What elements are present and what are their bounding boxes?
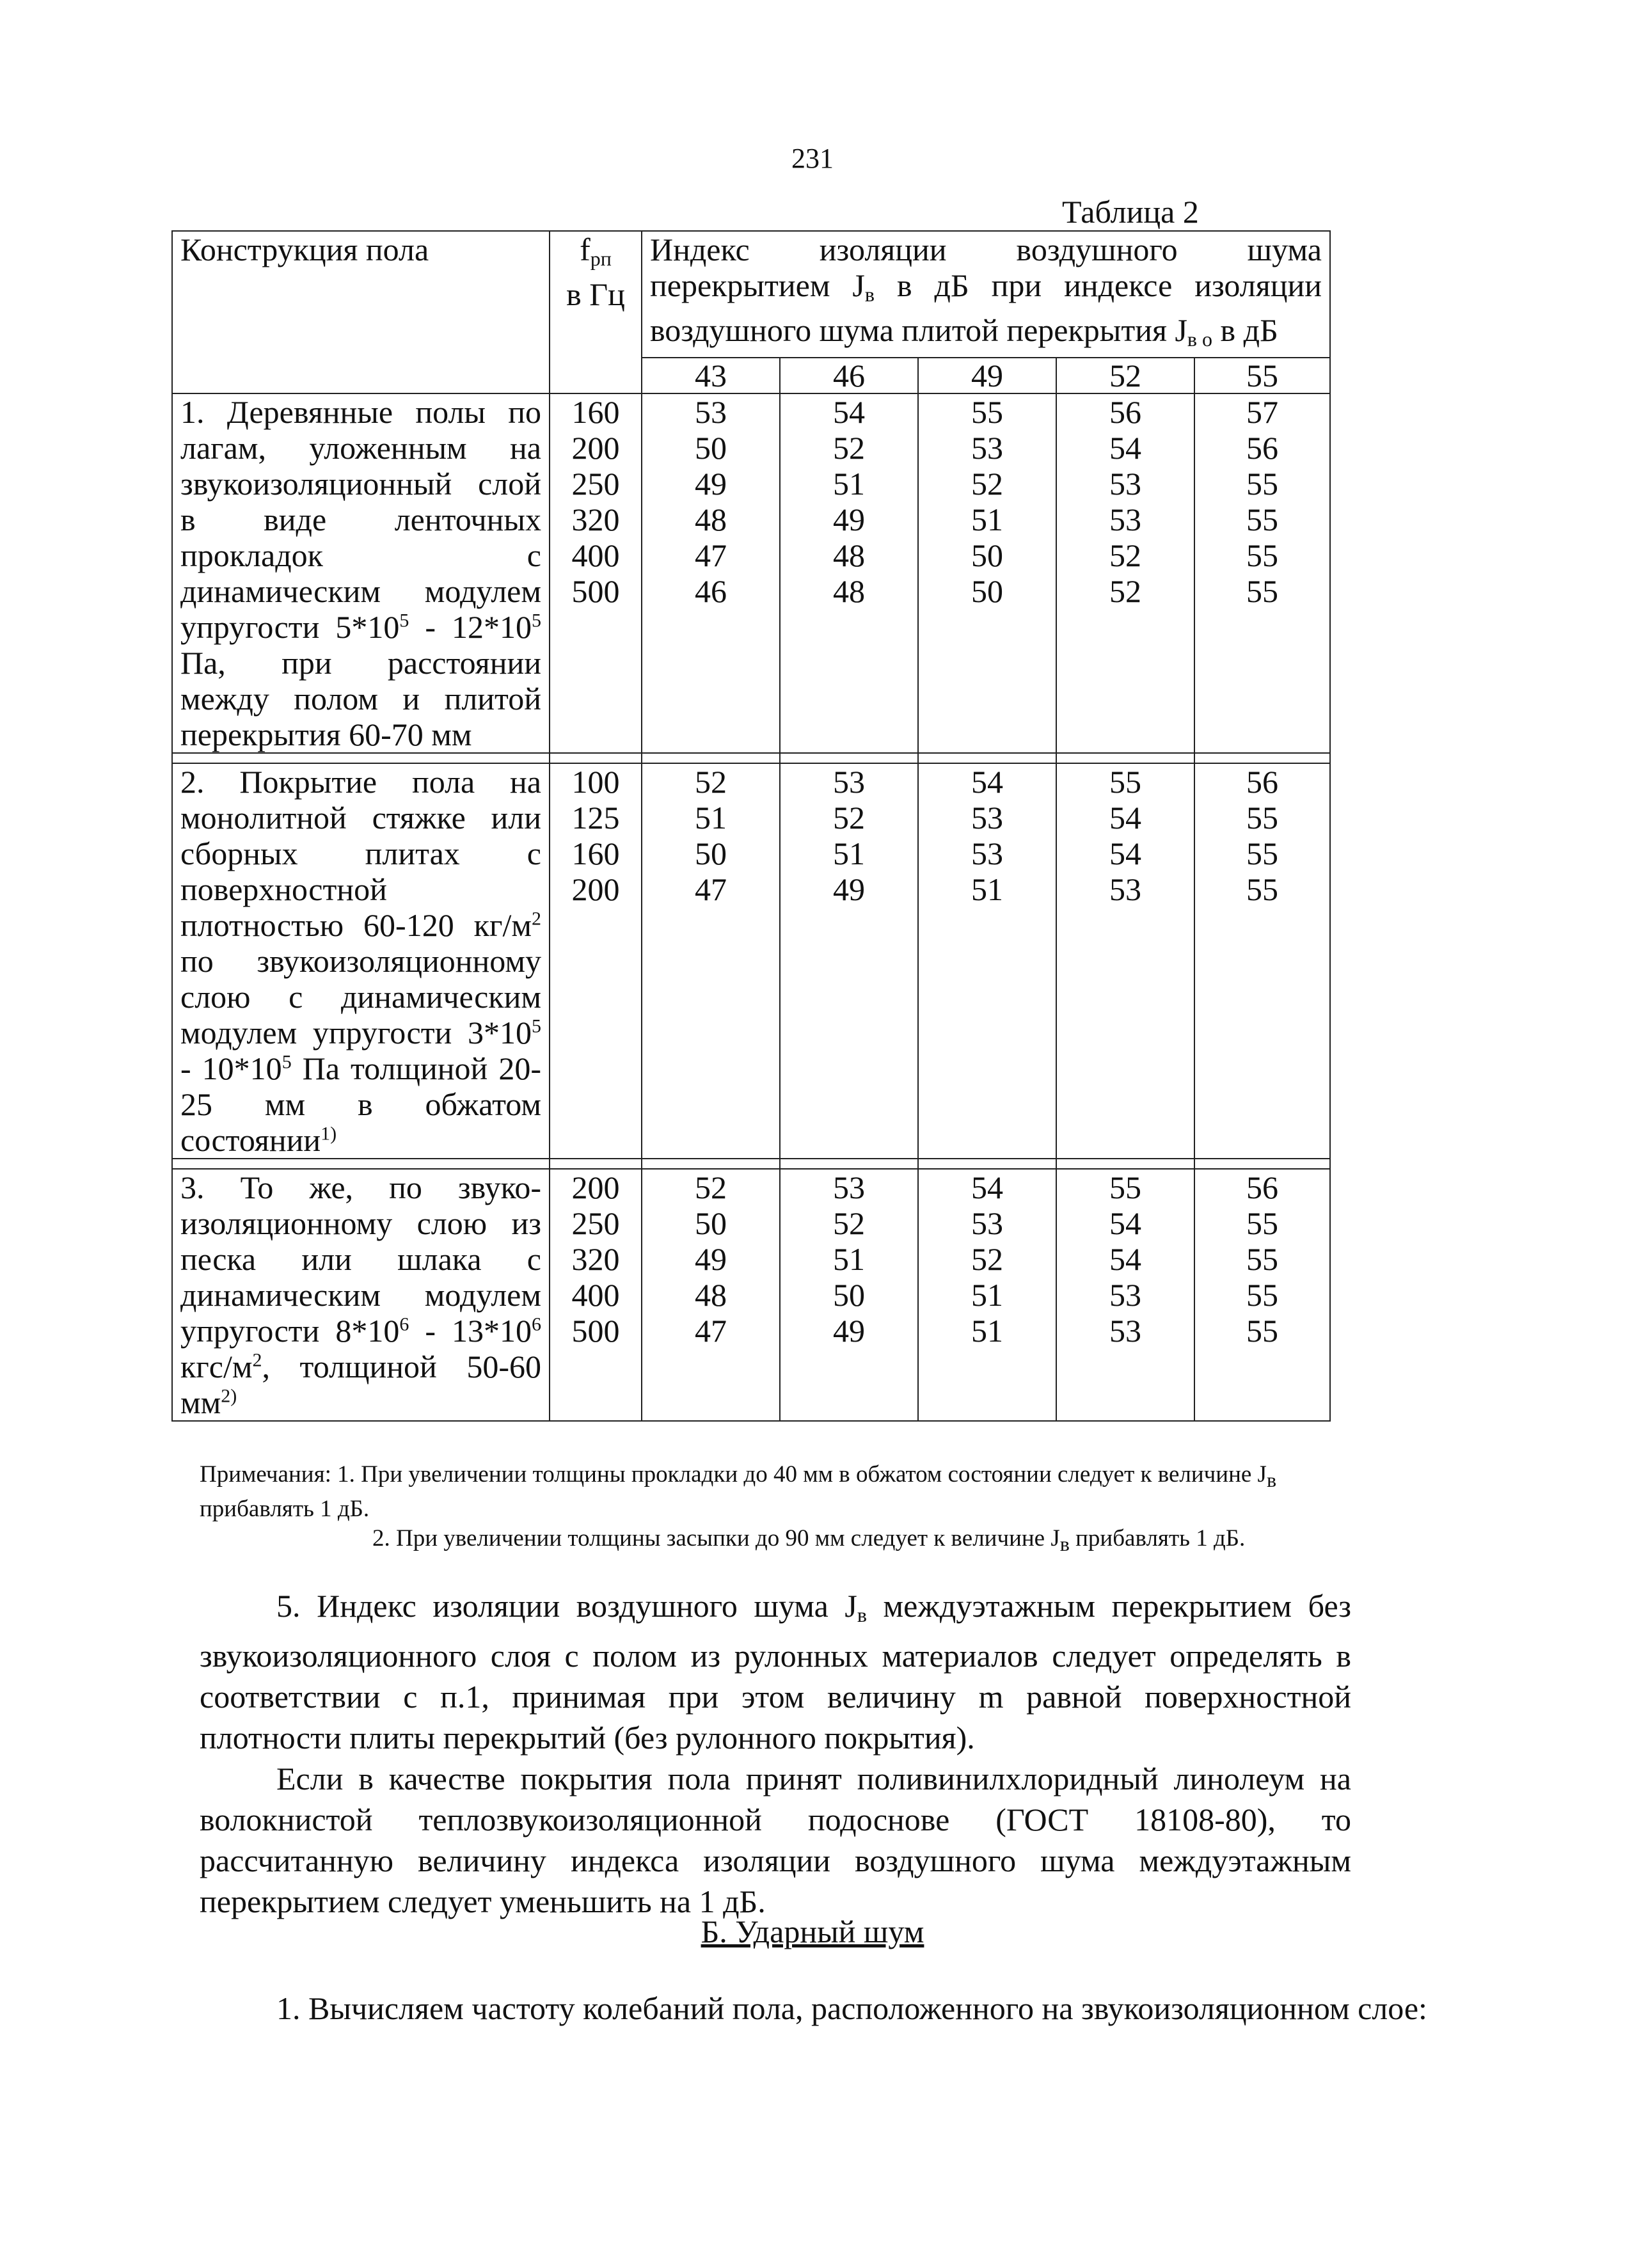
header-index-sub2: в о [1187,328,1213,351]
index-value: 48 [833,537,865,573]
index-value: 52 [971,1241,1003,1277]
index-value-cell [918,1169,1056,1421]
index-value: 53 [971,836,1003,871]
index-value: 55 [1246,1205,1278,1241]
index-value: 55 [1246,1313,1278,1349]
frequency-value: 400 [571,537,620,573]
index-value: 50 [695,836,727,871]
index-value: 53 [695,394,727,430]
index-value-cell [1194,763,1330,1159]
slab-index-cell: 55 [1194,358,1330,393]
index-value: 49 [695,1241,727,1277]
gap-cell [172,1159,550,1169]
index-value: 54 [1109,800,1141,836]
index-value: 56 [1246,764,1278,800]
frequency-value: 125 [571,800,620,836]
index-value: 55 [1109,1170,1141,1205]
gap-cell [1194,753,1330,763]
index-value: 49 [833,502,865,537]
index-value-cell [1056,763,1194,1159]
header-index-sub1: в [864,283,875,306]
paragraph-5: 5. Индекс изоляции воздушного шума $J_в$ междуэтажным перекрытием без звукоизоляционного слоя с полом из рулонных материалов следует определять в соответствии с п.1, принимая при этом величину m равной поверхностной плотности плиты перекрытий (без рулонного покрытия). [200,1588,1351,1756]
section-title: Б. Ударный шум [701,1914,924,1949]
frequency-value: 500 [571,1313,620,1349]
table-row [172,1169,1330,1421]
index-value: 51 [971,1277,1003,1313]
index-value: 55 [971,394,1003,430]
index-value-cell [918,393,1056,753]
header-row [172,231,1330,358]
header-construction: Конструкция пола [172,231,550,393]
table-notes [200,1460,1345,1558]
index-value: 55 [1246,573,1278,609]
index-value: 48 [695,502,727,537]
index-value: 51 [695,800,727,836]
slab-index-cell: 46 [780,358,918,393]
body-text [200,1585,1351,1922]
index-value: 56 [1246,1170,1278,1205]
index-value: 51 [971,1313,1003,1349]
index-value: 50 [833,1277,865,1313]
index-value: 54 [1109,836,1141,871]
gap-cell [780,1159,918,1169]
index-value: 55 [1246,502,1278,537]
gap-cell [550,1159,642,1169]
index-value: 54 [833,394,865,430]
index-value-cell [918,763,1056,1159]
frequency-value: 320 [571,1241,620,1277]
index-value: 51 [971,871,1003,907]
table-row [172,763,1330,1159]
index-value: 50 [695,1205,727,1241]
slab-index-cell: 49 [918,358,1056,393]
header-frequency [550,231,642,393]
note-2: 2. При увеличении толщины засыпки до 90 мм следует к величине Jв прибавлять 1 дБ. [372,1525,1246,1555]
table-caption: Таблица 2 [1062,194,1199,230]
index-value: 51 [833,836,865,871]
gap-cell [780,753,918,763]
construction-cell: 3. То же, по звуко-изоляционному слою из песка или шлака с динамическим модулем упругости $8*10^6 - 13*10^6$ кгс/$м^2$, толщиной 50-60 $мм^{2)}$ [172,1169,550,1421]
row-gap [172,753,1330,763]
index-value: 51 [971,502,1003,537]
index-value: 56 [1246,430,1278,466]
index-value-cell [780,393,918,753]
frequency-value: 400 [571,1277,620,1313]
index-value: 55 [1109,764,1141,800]
index-value-cell [642,763,780,1159]
index-value-cell [780,1169,918,1421]
index-value-cell [1056,393,1194,753]
index-value: 48 [833,573,865,609]
index-value: 55 [1246,1277,1278,1313]
index-value-cell [780,763,918,1159]
index-value: 53 [1109,1313,1141,1349]
index-value: 54 [1109,1205,1141,1241]
index-value: 54 [1109,430,1141,466]
gap-cell [918,753,1056,763]
index-value: 49 [833,1313,865,1349]
frequency-value: 200 [571,1170,620,1205]
header-index-part3: в дБ [1212,312,1278,348]
index-value: 53 [1109,466,1141,502]
header-index [642,231,1330,358]
gap-cell [642,753,780,763]
index-value: 54 [971,764,1003,800]
index-value: 52 [971,466,1003,502]
slab-index-cell: 43 [642,358,780,393]
index-value: 49 [833,871,865,907]
index-value: 55 [1246,466,1278,502]
index-value: 55 [1246,537,1278,573]
header-index-part2: в дБ при индексе изоляции воздушного шума плитой перекрытия J [650,267,1322,348]
construction-cell: 2. Покрытие пола на монолитной стяжке или сборных плитах с поверхностной плотностью 60-120 $кг/м^2$ по звукоизоляционному слою с динамическим модулем упругости $3*10^5 - 10*10^5$ Па толщиной 20- 25 мм в обжатом состоянии$^{1)}$ [172,763,550,1159]
index-value: 53 [1109,871,1141,907]
frequency-value: 250 [571,1205,620,1241]
header-frequency-unit: в Гц [566,276,625,312]
frequency-cell [550,393,642,753]
index-value: 55 [1246,836,1278,871]
gap-cell [550,753,642,763]
index-value-cell [642,1169,780,1421]
index-value: 52 [1109,537,1141,573]
index-value: 47 [695,871,727,907]
index-value: 52 [695,1170,727,1205]
frequency-value: 200 [571,430,620,466]
frequency-value: 320 [571,502,620,537]
construction-cell: 1. Деревянные полы по лагам, уложенным на звукоизоляционный слой в виде ленточных прокладок с динамическим модулем упругости $5*10^5 - 12*10^5$ Па, при расстоянии между полом и плитой перекрытия 60-70 мм [172,393,550,753]
index-value: 54 [971,1170,1003,1205]
index-value: 53 [971,800,1003,836]
index-value-cell [1194,1169,1330,1421]
gap-cell [642,1159,780,1169]
index-value: 50 [971,537,1003,573]
frequency-cell [550,1169,642,1421]
frequency-value: 200 [571,871,620,907]
index-value: 50 [971,573,1003,609]
index-value: 49 [695,466,727,502]
index-value: 52 [833,430,865,466]
index-value: 56 [1109,394,1141,430]
frequency-value: 160 [571,394,620,430]
index-value: 51 [833,1241,865,1277]
index-value: 53 [1109,1277,1141,1313]
header-frequency-subscript: рп [590,247,612,270]
row-gap [172,1159,1330,1169]
page-number: 231 [791,143,834,174]
index-value: 53 [833,1170,865,1205]
index-value: 47 [695,1313,727,1349]
index-value: 55 [1246,1241,1278,1277]
index-value: 47 [695,537,727,573]
gap-cell [918,1159,1056,1169]
index-value: 55 [1246,800,1278,836]
paragraph-linoleum: Если в качестве покрытия пола принят поливинилхлоридный линолеум на волокнистой теплозвукоизоляционной подоснове (ГОСТ 18108-80), то рассчитанную величину индекса изоляции воздушного шума междуэтажным перекрытием следует уменьшить на 1 дБ. [200,1761,1351,1919]
index-value: 54 [1109,1241,1141,1277]
index-value: 52 [833,1205,865,1241]
gap-cell [172,753,550,763]
index-value: 53 [971,430,1003,466]
frequency-value: 250 [571,466,620,502]
index-value-cell [642,393,780,753]
index-value-cell [1194,393,1330,753]
header-frequency-symbol: f [580,232,591,267]
index-value: 52 [1109,573,1141,609]
gap-cell [1194,1159,1330,1169]
note-1: Примечания: 1. При увеличении толщины прокладки до 40 мм в обжатом состоянии следует к величине Jв прибавлять 1 дБ. [200,1461,1277,1522]
index-value: 51 [833,466,865,502]
frequency-value: 160 [571,836,620,871]
gap-cell [1056,753,1194,763]
index-value: 53 [971,1205,1003,1241]
index-value: 53 [833,764,865,800]
index-value: 50 [695,430,727,466]
data-table [171,230,1331,1422]
index-value: 55 [1246,871,1278,907]
frequency-cell [550,763,642,1159]
gap-cell [1056,1159,1194,1169]
frequency-value: 100 [571,764,620,800]
step-1-text: 1. Вычисляем частоту колебаний пола, расположенного на звукоизоляционном слое: [276,1990,1427,2026]
index-value: 52 [833,800,865,836]
index-value: 57 [1246,394,1278,430]
table-row [172,393,1330,753]
slab-index-cell: 52 [1056,358,1194,393]
index-value: 48 [695,1277,727,1313]
index-value: 53 [1109,502,1141,537]
header-index-part1: Индекс изоляции воздушного шума перекрытием J [650,232,1322,303]
index-value: 52 [695,764,727,800]
index-value: 46 [695,573,727,609]
frequency-value: 500 [571,573,620,609]
index-value-cell [1056,1169,1194,1421]
